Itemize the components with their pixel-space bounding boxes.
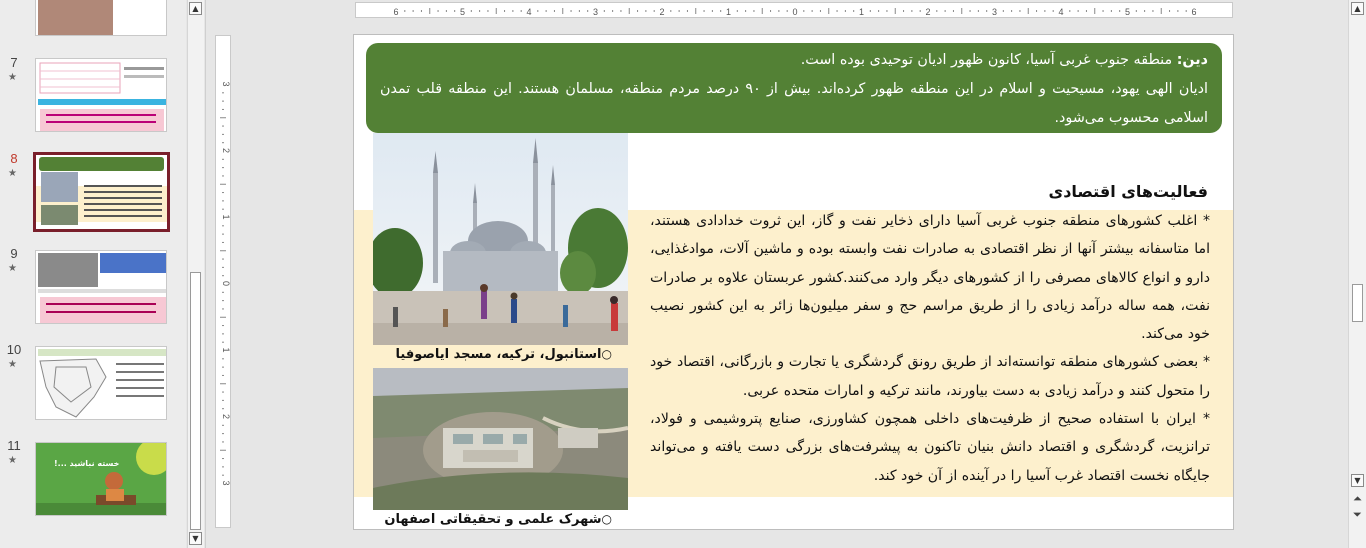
vertical-ruler xyxy=(215,35,231,528)
slide-thumbnail-10[interactable] xyxy=(35,346,167,420)
ruler-tick xyxy=(679,10,680,12)
ruler-tick xyxy=(1028,8,1029,14)
istanbul-mosque-photo[interactable] xyxy=(373,133,628,345)
ruler-tick xyxy=(654,10,655,12)
ruler-tick xyxy=(837,10,838,12)
slide-thumbnail-9[interactable] xyxy=(35,250,167,324)
ruler-tick xyxy=(1169,10,1170,12)
ruler-label: 4 xyxy=(526,7,532,17)
thumb9-preview xyxy=(36,251,167,324)
ruler-tick xyxy=(222,126,224,127)
ruler-tick xyxy=(1019,10,1020,12)
previous-slide-button[interactable]: ⏶ xyxy=(1353,492,1362,505)
ruler-tick xyxy=(1036,10,1037,12)
ruler-tick xyxy=(778,10,779,12)
ruler-label: 4 xyxy=(1058,7,1064,17)
thumb-animation-star-icon: ★ xyxy=(8,72,17,83)
ruler-tick xyxy=(222,109,224,110)
ruler-tick xyxy=(895,8,896,14)
ruler-tick xyxy=(512,10,513,12)
horizontal-ruler xyxy=(355,2,1233,18)
thumb8-preview xyxy=(36,155,167,229)
ruler-tick xyxy=(1136,10,1137,12)
ruler-tick xyxy=(1161,8,1162,14)
ruler-tick xyxy=(222,175,224,176)
economy-paragraph-3: * ایران با استفاده صحیح از ظرفیت‌های داخلی همچون کشاورزی، صنایع پتروشیمی و فولاد، ترانزیت، گردشگری و اقتصاد دانش بنیان تاکنون به پیشرفت‌های بزرگی دست یافته و می‌تواند جایگاه نخست اقتصاد غرب آسیا را در آینده از آن خود کند. xyxy=(650,411,1210,484)
ruler-tick xyxy=(571,10,572,12)
ruler-label: 3 xyxy=(221,480,230,486)
ruler-tick xyxy=(1078,10,1079,12)
thumb6-preview xyxy=(36,0,167,36)
ruler-tick xyxy=(579,10,580,12)
ruler-tick xyxy=(222,192,224,193)
vertical-ruler-ticks xyxy=(216,36,230,527)
ruler-label: 0 xyxy=(792,7,798,17)
ruler-tick xyxy=(222,392,224,393)
ruler-label: 2 xyxy=(925,7,931,17)
ruler-tick xyxy=(222,433,224,434)
ruler-tick xyxy=(1086,10,1087,12)
ruler-tick xyxy=(1152,10,1153,12)
religion-line1: منطقه جنوب غربی آسیا، کانون ظهور ادیان توحیدی بوده است. xyxy=(800,52,1177,68)
next-slide-button[interactable]: ⏷ xyxy=(1353,508,1362,521)
ruler-tick xyxy=(222,101,224,102)
ruler-tick xyxy=(886,10,887,12)
ruler-tick xyxy=(828,8,829,14)
ruler-tick xyxy=(1094,8,1095,14)
ruler-tick xyxy=(936,10,937,12)
thumbnail-scroll-thumb[interactable] xyxy=(190,272,201,530)
ruler-tick xyxy=(222,142,224,143)
ruler-tick xyxy=(222,475,224,476)
religion-label: دین: xyxy=(1176,52,1208,68)
slide-editor-area xyxy=(205,0,1348,548)
scroll-up-button[interactable]: ▲ xyxy=(189,2,202,15)
ruler-tick xyxy=(222,292,224,293)
ruler-tick xyxy=(220,450,226,451)
ruler-tick xyxy=(222,308,224,309)
thumb7-preview xyxy=(36,59,167,132)
slide-thumbnail-8-selected[interactable] xyxy=(33,152,170,232)
thumb-animation-star-icon: ★ xyxy=(8,359,17,370)
ruler-tick xyxy=(1186,10,1187,12)
mosque-caption xyxy=(396,347,623,362)
ruler-tick xyxy=(222,375,224,376)
ruler-tick xyxy=(612,10,613,12)
religion-text-box[interactable] xyxy=(366,43,1222,133)
caption-bullet: ○ xyxy=(601,512,612,526)
ruler-tick xyxy=(961,8,962,14)
ruler-tick xyxy=(1044,10,1045,12)
ruler-label: 3 xyxy=(991,7,998,17)
ruler-tick xyxy=(471,10,472,12)
ruler-tick xyxy=(1103,10,1104,12)
ruler-tick xyxy=(820,10,821,12)
ruler-tick xyxy=(438,10,439,12)
ruler-tick xyxy=(945,10,946,12)
thumb-number: 11 xyxy=(7,438,21,453)
ruler-tick xyxy=(878,10,879,12)
ruler-tick xyxy=(1111,10,1112,12)
editor-scroll-thumb[interactable] xyxy=(1352,284,1363,322)
ruler-tick xyxy=(222,325,224,326)
ruler-tick xyxy=(853,10,854,12)
ruler-tick xyxy=(587,10,588,12)
ruler-tick xyxy=(222,167,224,168)
ruler-tick xyxy=(1053,10,1054,12)
ruler-tick xyxy=(222,425,224,426)
isfahan-science-park-photo[interactable] xyxy=(373,368,628,510)
ruler-tick xyxy=(222,458,224,459)
ruler-tick xyxy=(222,92,224,93)
ruler-tick xyxy=(454,10,455,12)
economy-heading: فعالیت‌های اقتصادی xyxy=(1048,182,1208,201)
ruler-label: 5 xyxy=(459,7,466,17)
ruler-tick xyxy=(222,358,224,359)
thumb-animation-star-icon: ★ xyxy=(8,168,17,179)
ruler-tick xyxy=(745,10,746,12)
ruler-label: 3 xyxy=(592,7,599,17)
ruler-tick xyxy=(222,159,224,160)
ruler-tick xyxy=(604,10,605,12)
ruler-label: 1 xyxy=(725,7,732,17)
ruler-tick xyxy=(487,10,488,12)
ruler-tick xyxy=(737,10,738,12)
economy-paragraph-1: * اغلب کشورهای منطقه جنوب غربی آسیا دارای ذخایر نفت و گاز، این ثروت خدادادی هستند، اما متاسفانه بیشتر آنها از نظر اقتصادی به صادرات نفت وابسته بوده و ماشین آلات، موادغذایی، دارو و انواع کالاهای مصرفی را از کشورهای دیگر وارد می‌کنند.کشور عربستان علاوه بر صادرات نفت، همه ساله درآمد زیادی را از طریق مراسم حج و سفر میلیون‌ها زائر به این کشور نصیب خود می‌کند. xyxy=(650,213,1210,343)
ruler-tick xyxy=(222,400,224,401)
scroll-down-button[interactable]: ▼ xyxy=(189,532,202,545)
ruler-label: 0 xyxy=(221,280,230,287)
ruler-label: 1 xyxy=(221,214,230,220)
ruler-tick xyxy=(222,200,224,201)
ruler-tick xyxy=(496,8,497,14)
ruler-tick xyxy=(1003,10,1004,12)
ruler-tick xyxy=(222,300,224,301)
slide-canvas[interactable] xyxy=(353,34,1234,530)
thumb11-preview xyxy=(36,443,167,516)
slide-thumbnail-6[interactable] xyxy=(35,0,167,36)
ruler-tick xyxy=(645,10,646,12)
ruler-tick xyxy=(504,10,505,12)
ruler-tick xyxy=(421,10,422,12)
ruler-label: 2 xyxy=(221,413,230,420)
ruler-label: 6 xyxy=(1191,7,1197,17)
ruler-tick xyxy=(222,342,224,343)
slide-thumbnail-pane xyxy=(0,0,186,548)
ruler-tick xyxy=(479,10,480,12)
ruler-tick xyxy=(1144,10,1145,12)
ruler-tick xyxy=(762,8,763,14)
religion-line2: ادیان الهی یهود، مسیحیت و اسلام در این منطقه ظهور کرده‌اند. بیش از ۹۰ درصد مردم منطقه، مسلمان هستند. این منطقه قلب تمدن اسلامی محسوب می‌شود. xyxy=(380,81,1208,126)
ruler-tick xyxy=(222,408,224,409)
ruler-tick xyxy=(222,234,224,235)
ruler-tick xyxy=(670,10,671,12)
ruler-tick xyxy=(978,10,979,12)
ruler-label: 2 xyxy=(659,7,665,17)
thumb-number: 10 xyxy=(6,342,22,357)
ruler-tick xyxy=(222,333,224,334)
thumb-number: 9 xyxy=(10,246,18,261)
ruler-tick xyxy=(413,10,414,12)
ruler-tick xyxy=(222,441,224,442)
ruler-tick xyxy=(695,8,696,14)
ruler-tick xyxy=(1069,10,1070,12)
thumb10-preview xyxy=(36,347,167,420)
thumb-animation-star-icon: ★ xyxy=(8,263,17,274)
ruler-tick xyxy=(220,383,226,384)
ruler-tick xyxy=(712,10,713,12)
ruler-tick xyxy=(554,10,555,12)
ruler-tick xyxy=(537,10,538,12)
scroll-up-button[interactable]: ▲ xyxy=(1351,2,1364,15)
ruler-tick xyxy=(870,10,871,12)
ruler-tick xyxy=(446,10,447,12)
ruler-tick xyxy=(220,250,226,251)
ruler-tick xyxy=(222,466,224,467)
thumb-number-active: 8 xyxy=(10,151,18,166)
ruler-tick xyxy=(845,10,846,12)
ruler-tick xyxy=(1011,10,1012,12)
ruler-tick xyxy=(222,209,224,210)
ruler-tick xyxy=(753,10,754,12)
scroll-down-button[interactable]: ▼ xyxy=(1351,474,1364,487)
caption-text: شهرک علمی و تحقیقاتی اصفهان xyxy=(384,512,602,527)
ruler-tick xyxy=(404,10,405,12)
editor-vertical-scrollbar[interactable] xyxy=(1348,0,1366,548)
ruler-tick xyxy=(970,10,971,12)
ruler-tick xyxy=(562,8,563,14)
ruler-tick xyxy=(637,10,638,12)
slide-thumbnail-11[interactable] xyxy=(35,442,167,516)
ruler-tick xyxy=(911,10,912,12)
ruler-tick xyxy=(803,10,804,12)
ruler-tick xyxy=(953,10,954,12)
ruler-tick xyxy=(220,317,226,318)
ruler-tick xyxy=(521,10,522,12)
ruler-label: 1 xyxy=(221,347,230,353)
thumb11-title: خسته نباشید ...! xyxy=(54,459,120,468)
science-park-caption xyxy=(384,512,622,527)
ruler-tick xyxy=(222,267,224,268)
slide-thumbnail-7[interactable] xyxy=(35,58,167,132)
ruler-label: 3 xyxy=(221,81,230,87)
ruler-tick xyxy=(812,10,813,12)
thumb-animation-star-icon: ★ xyxy=(8,455,17,466)
ruler-tick xyxy=(620,10,621,12)
ruler-tick xyxy=(770,10,771,12)
ruler-tick xyxy=(687,10,688,12)
economy-paragraph-2: * بعضی کشورهای منطقه توانسته‌اند از طریق رونق گردشگری یا تجارت و بازرگانی، اقتصاد خود را متحول کنند و درآمد زیادی به دست بیاورند، مانند ترکیه و امارات متحده عربی. xyxy=(650,354,1210,399)
caption-text: استانبول، ترکیه، مسجد ایاصوفیا xyxy=(395,347,602,362)
ruler-tick xyxy=(720,10,721,12)
thumb-number: 7 xyxy=(10,55,18,70)
ruler-tick xyxy=(546,10,547,12)
ruler-tick xyxy=(629,8,630,14)
ruler-tick xyxy=(704,10,705,12)
ruler-label: 5 xyxy=(1124,7,1131,17)
ruler-tick xyxy=(222,275,224,276)
ruler-tick xyxy=(222,225,224,226)
ruler-tick xyxy=(222,367,224,368)
ruler-tick xyxy=(920,10,921,12)
ruler-tick xyxy=(986,10,987,12)
mosque-illustration xyxy=(373,133,628,345)
ruler-tick xyxy=(429,8,430,14)
thumbnail-scrollbar[interactable] xyxy=(187,0,204,548)
ruler-tick xyxy=(787,10,788,12)
horizontal-ruler-ticks xyxy=(356,4,1232,18)
caption-bullet: ○ xyxy=(601,347,612,361)
ruler-tick xyxy=(222,242,224,243)
ruler-tick xyxy=(1119,10,1120,12)
ruler-label: 1 xyxy=(858,7,865,17)
ruler-tick xyxy=(222,259,224,260)
ruler-tick xyxy=(220,184,226,185)
ruler-tick xyxy=(903,10,904,12)
science-park-illustration xyxy=(373,368,628,510)
economy-text-box[interactable] xyxy=(650,207,1210,490)
ruler-tick xyxy=(222,134,224,135)
ruler-tick xyxy=(220,117,226,118)
ruler-label: 2 xyxy=(221,147,230,154)
ruler-label: 6 xyxy=(393,7,399,17)
ruler-tick xyxy=(1177,10,1178,12)
